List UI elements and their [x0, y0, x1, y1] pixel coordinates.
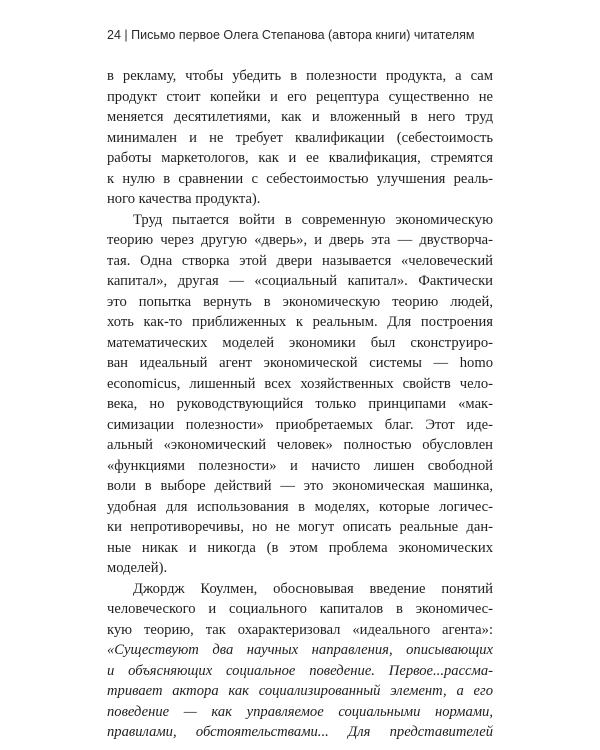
text-line: ки непротиворечивы, но не могут описать реальные дан-	[107, 519, 493, 535]
quote-line: правилами, обстоятельствами... Для представителей	[107, 724, 493, 740]
text-line: альный «экономический человек» полностью обусловлен	[107, 437, 493, 453]
text-line: меняется десятилетиями, как и вложенный в него труд	[107, 109, 493, 125]
quote-line: «Существуют два научных направления, описывающих	[107, 642, 493, 658]
text-line: это попытка вернуть в экономическую теорию людей,	[107, 293, 493, 310]
text-line: теорию через другую «дверь», и дверь эта — двустворча-	[107, 232, 493, 248]
text-line: в рекламу, чтобы убедить в полезности продукта, а сам	[107, 68, 493, 84]
quote-line: поведение — как управляемое социальными нормами,	[107, 703, 493, 720]
text-line: Труд пытается войти в современную экономическую	[133, 211, 493, 228]
text-line: Джордж Коулмен, обосновывая введение понятий	[133, 580, 493, 597]
text-line: продукт стоит копейки и его рецептура существенно не	[107, 88, 493, 105]
text-line: «функциями полезности» и начисто лишен свободной	[107, 457, 493, 474]
running-header: 24 | Письмо первое Олега Степанова (автора книги) читателям	[107, 28, 475, 42]
text-line: воли в выборе действий — это экономическая машинка,	[107, 478, 493, 494]
text-line: человеческого и социального капиталов в экономичес-	[107, 601, 493, 617]
text-line: симизации полезности» приобретаемых благ. Этот иде-	[107, 416, 493, 433]
text-line: кую теорию, так охарактеризовал «идеального агента»:	[107, 621, 493, 638]
text-line: моделей).	[107, 560, 168, 576]
quote-line: и объясняющих социальное поведение. Первое...рассма-	[107, 662, 493, 679]
text-line: математических моделей экономики был сконструиро-	[107, 334, 493, 351]
text-line: ван идеальный агент экономической системы — homo	[107, 355, 493, 371]
text-line: капитал», другая — «социальный капитал». Фактически	[107, 273, 493, 289]
text-line: удобная для использования в моделях, которые логичес-	[107, 498, 493, 515]
page-body	[107, 66, 493, 743]
text-line: ные никак и никогда (в этом проблема экономических	[107, 539, 493, 556]
text-line: хоть как-то приближенных к реальным. Для построения	[107, 314, 493, 330]
text-line: минимален и не требует квалификации (себестоимость	[107, 129, 493, 146]
text-line: к нулю в сравнении с себестоимостью улучшения реаль-	[107, 170, 493, 187]
text-line: economicus, лишенный всех хозяйственных свойств чело-	[107, 375, 493, 392]
quote-line: тривает актора как социализированный элемент, а его	[107, 683, 493, 699]
text-line: работы маркетологов, как и ее квалификация, стремятся	[107, 150, 493, 166]
text-line: тая. Одна створка этой двери называется «человеческий	[107, 252, 493, 269]
text-line: ного качества продукта).	[107, 191, 261, 207]
text-line: века, но руководствующийся только принципами «мак-	[107, 396, 493, 412]
